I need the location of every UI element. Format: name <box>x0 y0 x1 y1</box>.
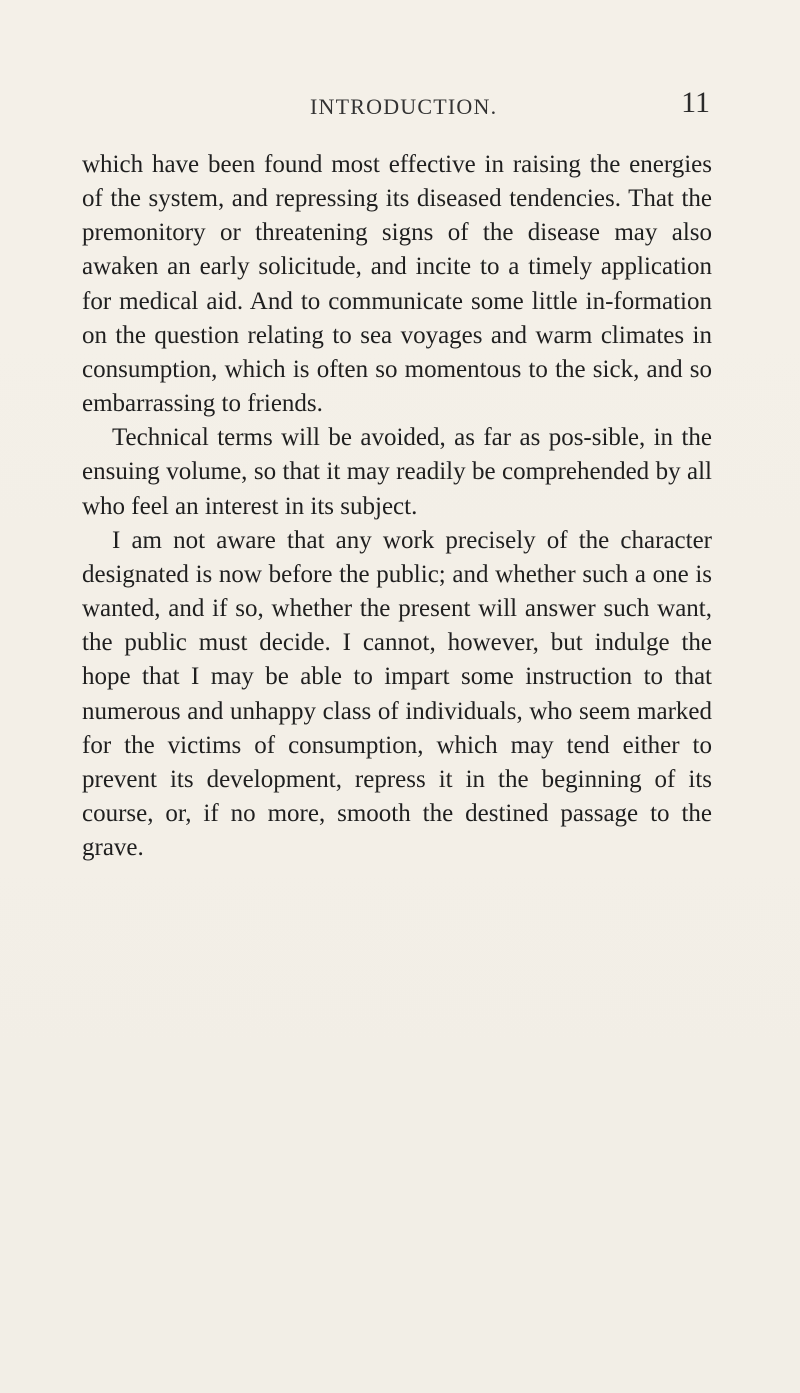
paragraph-2: Technical terms will be avoided, as far as pos-sible, in the ensuing volume, so that it may readily be comprehended by all who feel an interest in its subject. <box>82 424 712 520</box>
paragraph-1: which have been found most effective in raising the energies of the system, and repressing its diseased tendencies. That the premonitory or threatening signs of the disease may also awaken an early solicitude, and incite to a timely application for medical aid. And to communicate some little in-formation on the question relating to sea voyages and warm climates in consumption, which is often so momentous to the sick, and so embarrassing to friends. <box>82 151 712 418</box>
running-title: INTRODUCTION. <box>310 94 498 119</box>
page-number: 11 <box>681 86 710 119</box>
paragraph-3: I am not aware that any work precisely of the character designated is now before the public; and whether such a one is wanted, and if so, whether the present will answer such want, the public must decide. I cannot, however, but indulge the hope that I may be able to impart some instruction to that numerous and unhappy class of individuals, who seem marked for the victims of consumption, which may tend either to prevent its development, repress it in the beginning of its course, or, if no more, smooth the destined passage to the grave. <box>82 526 712 862</box>
running-head <box>0 86 800 126</box>
body-text <box>82 148 712 865</box>
